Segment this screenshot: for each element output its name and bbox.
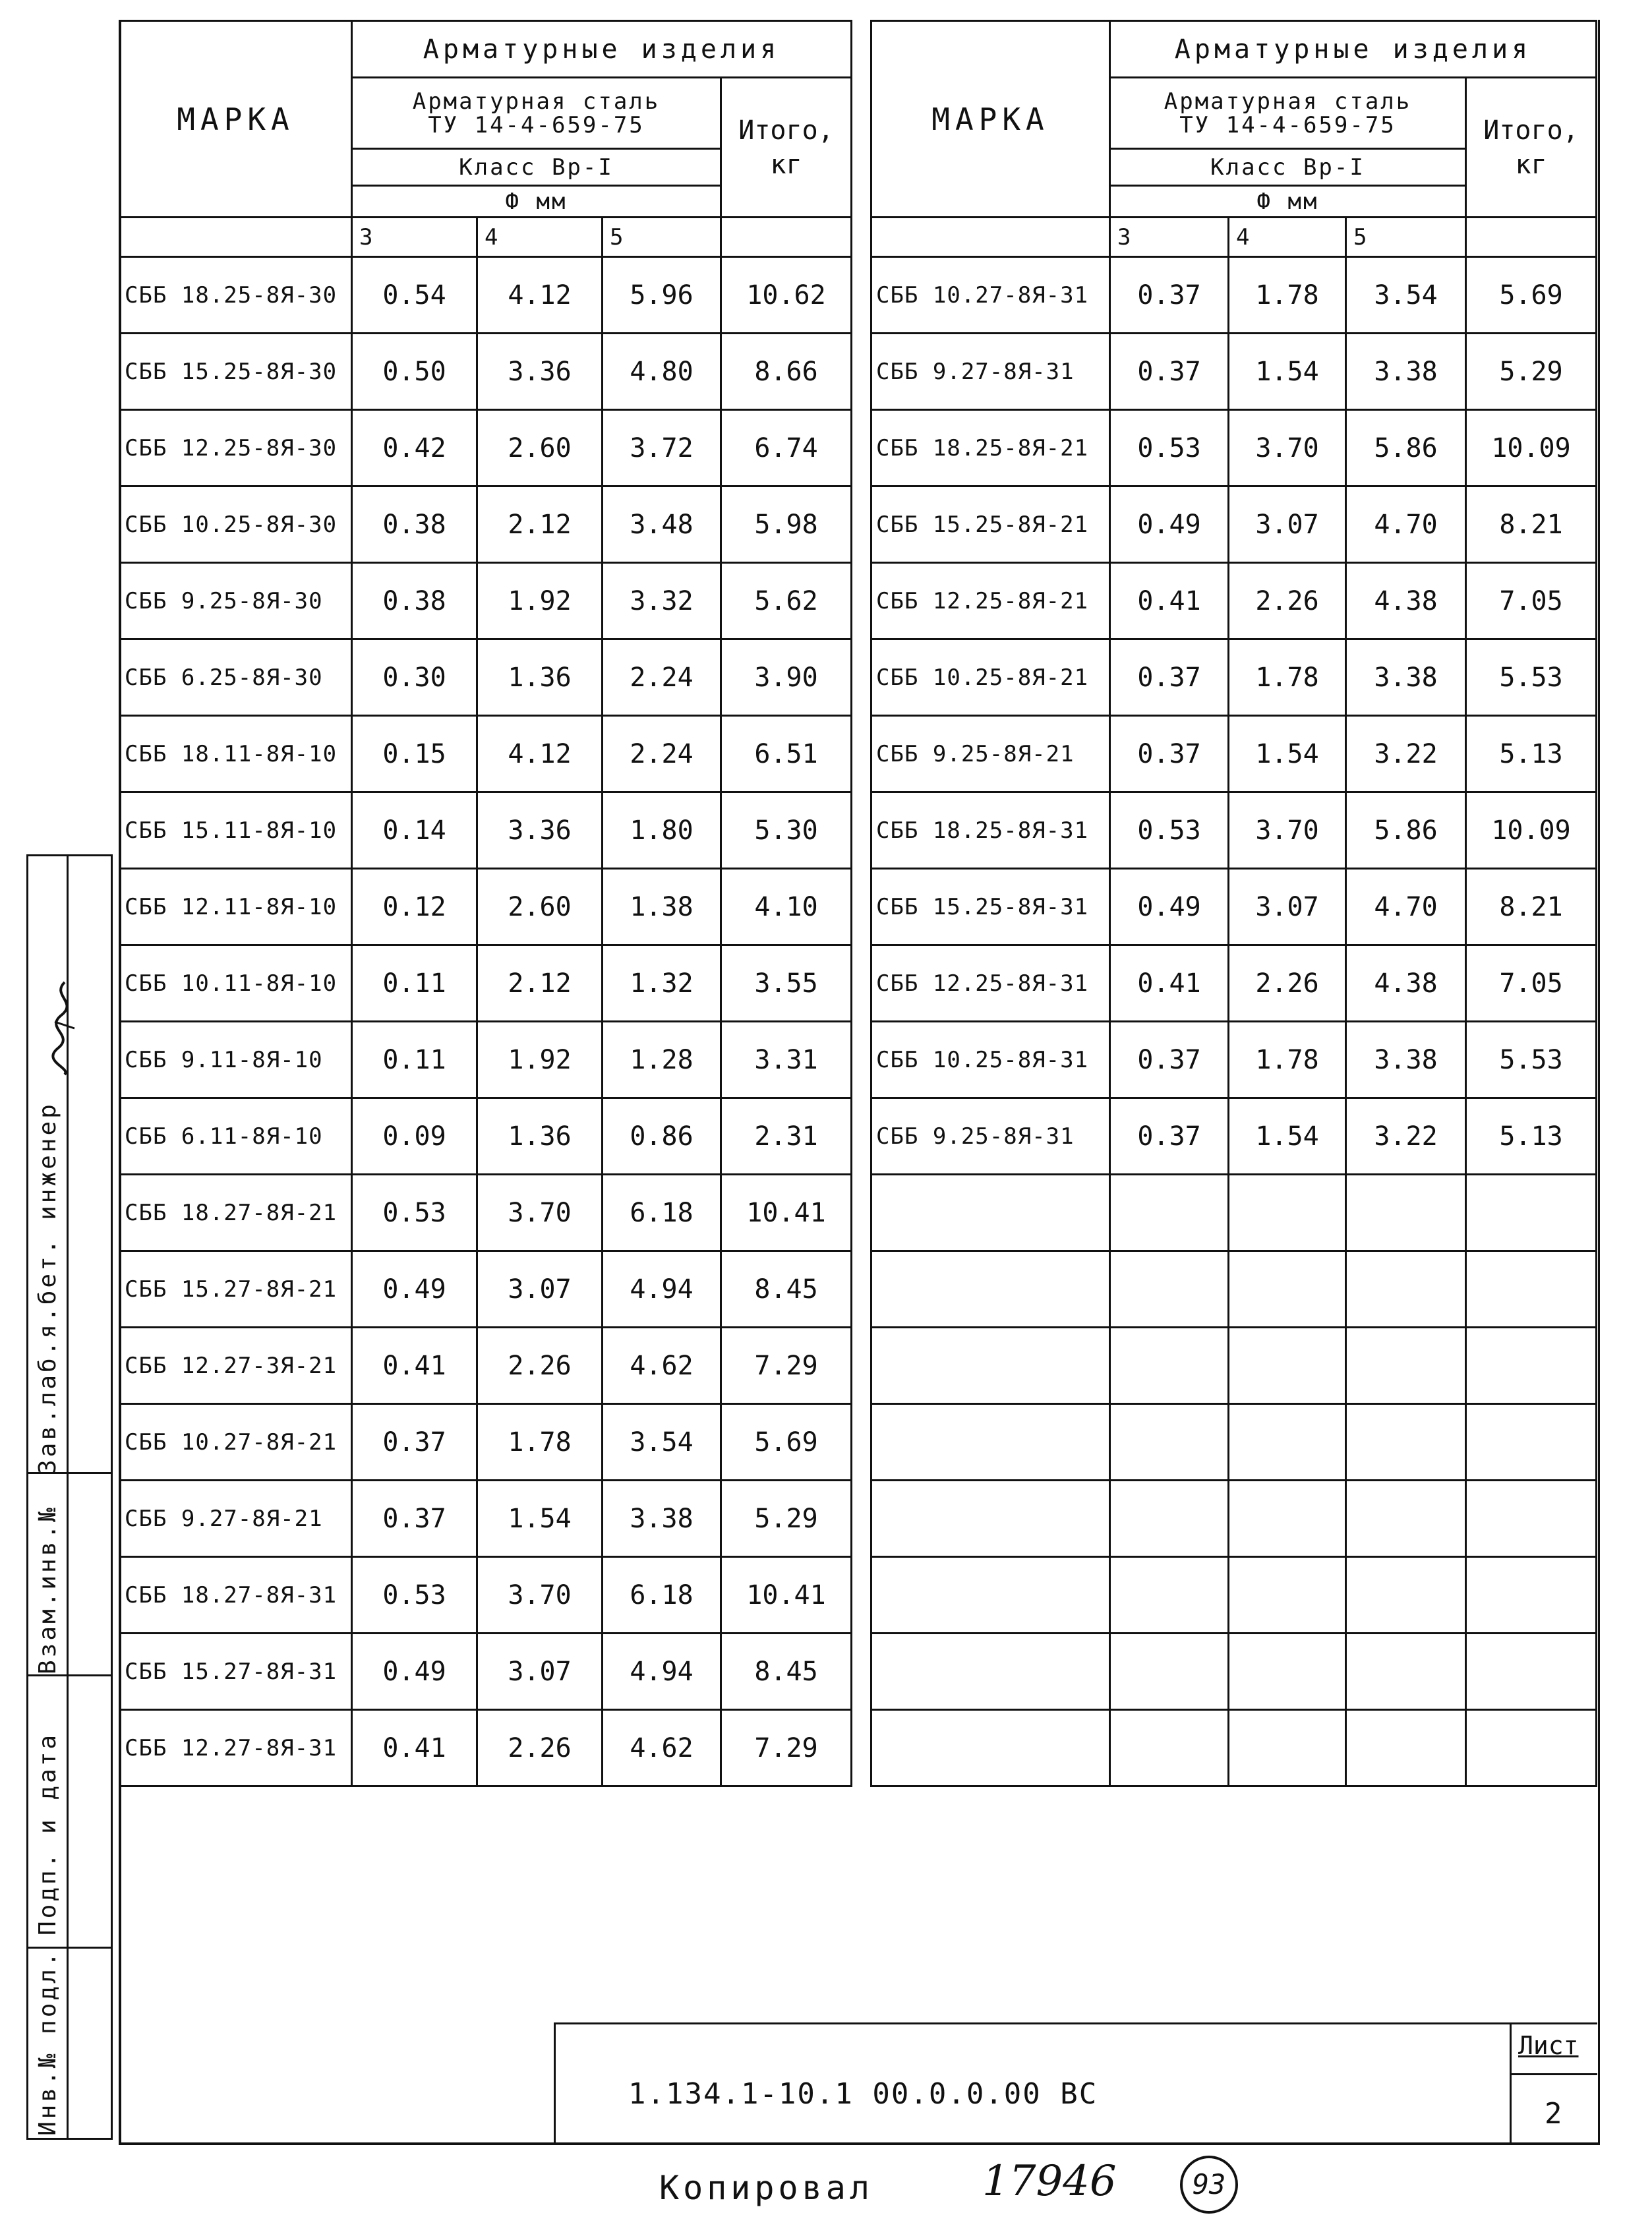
cell-d3: 0.14 <box>352 792 477 869</box>
header-steel-block <box>352 78 721 149</box>
header-steel-block-right <box>1110 78 1466 149</box>
cell-mark <box>871 1634 1110 1710</box>
cell-total <box>1466 1328 1597 1404</box>
cell-total: 3.90 <box>721 639 852 716</box>
cell-d5: 3.38 <box>1346 639 1466 716</box>
table-row <box>120 1557 852 1634</box>
cell-d5: 1.80 <box>603 792 721 869</box>
cell-d5: 3.54 <box>1346 257 1466 334</box>
cell-d3: 0.37 <box>352 1481 477 1557</box>
cell-total: 8.21 <box>1466 869 1597 945</box>
cell-mark <box>871 1175 1110 1251</box>
cell-mark: СББ 6.25-8Я-30 <box>120 639 352 716</box>
sidebar-cell-1b <box>67 854 113 1474</box>
cell-d5 <box>1346 1481 1466 1557</box>
table-row <box>871 1251 1597 1328</box>
cell-d3: 0.38 <box>352 486 477 563</box>
table-row <box>871 563 1597 639</box>
cell-d5 <box>1346 1251 1466 1328</box>
cell-total: 5.30 <box>721 792 852 869</box>
cell-d3 <box>1110 1404 1229 1481</box>
cell-d3: 0.49 <box>352 1251 477 1328</box>
cell-mark: СББ 18.27-8Я-31 <box>120 1557 352 1634</box>
cell-d5: 4.94 <box>603 1251 721 1328</box>
cell-d3 <box>1110 1557 1229 1634</box>
cell-d3: 0.37 <box>352 1404 477 1481</box>
cell-total: 7.05 <box>1466 945 1597 1022</box>
table-row <box>120 716 852 792</box>
cell-d3: 0.37 <box>1110 1022 1229 1098</box>
cell-d4: 3.70 <box>477 1175 603 1251</box>
header-class: Класс Вр-I <box>352 149 721 186</box>
cell-d5: 3.22 <box>1346 716 1466 792</box>
table-row <box>120 1098 852 1175</box>
header-marka-right: МАРКА <box>871 21 1110 218</box>
header-group: Арматурные изделия <box>352 21 852 78</box>
table-row <box>120 1710 852 1786</box>
cell-total: 10.62 <box>721 257 852 334</box>
header-d5: 5 <box>603 218 721 257</box>
cell-d4: 3.07 <box>1229 869 1346 945</box>
table-row <box>871 410 1597 486</box>
cell-d5: 4.38 <box>1346 563 1466 639</box>
cell-d5: 1.38 <box>603 869 721 945</box>
cell-d5 <box>1346 1710 1466 1786</box>
table-row <box>871 1404 1597 1481</box>
header-tu: ТУ 14-4-659-75 <box>428 111 645 138</box>
cell-d3: 0.49 <box>352 1634 477 1710</box>
cell-d5 <box>1346 1404 1466 1481</box>
table-row <box>120 563 852 639</box>
cell-mark: СББ 9.25-8Я-30 <box>120 563 352 639</box>
cell-d5 <box>1346 1328 1466 1404</box>
table-row <box>871 1175 1597 1251</box>
cell-total: 5.29 <box>1466 334 1597 410</box>
cell-d4 <box>1229 1557 1346 1634</box>
drawing-code: 1.134.1-10.1 00.0.0.00 ВС <box>628 2077 1098 2111</box>
cell-d4: 2.12 <box>477 945 603 1022</box>
cell-total: 10.41 <box>721 1557 852 1634</box>
sidebar-label-sign-date: Подп. и дата <box>34 1732 61 1935</box>
cell-d4 <box>1229 1481 1346 1557</box>
cell-d3: 0.12 <box>352 869 477 945</box>
header-marka: МАРКА <box>120 21 352 218</box>
table-row <box>871 1328 1597 1404</box>
cell-d3: 0.37 <box>1110 257 1229 334</box>
cell-mark: СББ 9.27-8Я-21 <box>120 1481 352 1557</box>
cell-mark: СББ 18.25-8Я-30 <box>120 257 352 334</box>
cell-mark: СББ 9.11-8Я-10 <box>120 1022 352 1098</box>
copied-label: Копировал <box>659 2169 873 2207</box>
cell-mark: СББ 9.25-8Я-31 <box>871 1098 1110 1175</box>
sidebar-label-replace: Взам.инв.№ <box>34 1505 61 1674</box>
table-row <box>871 639 1597 716</box>
cell-total: 5.13 <box>1466 1098 1597 1175</box>
cell-d3 <box>1110 1175 1229 1251</box>
cell-d4: 3.07 <box>477 1251 603 1328</box>
table-row <box>871 792 1597 869</box>
cell-mark: СББ 15.25-8Я-21 <box>871 486 1110 563</box>
cell-mark: СББ 18.27-8Я-21 <box>120 1175 352 1251</box>
cell-total: 5.98 <box>721 486 852 563</box>
cell-d4: 1.54 <box>1229 1098 1346 1175</box>
cell-total <box>1466 1175 1597 1251</box>
cell-total: 7.29 <box>721 1710 852 1786</box>
left-spec-table <box>119 20 852 1787</box>
cell-mark: СББ 10.27-8Я-21 <box>120 1404 352 1481</box>
cell-mark: СББ 12.11-8Я-10 <box>120 869 352 945</box>
header-d4-right: 4 <box>1229 218 1346 257</box>
cell-total: 5.29 <box>721 1481 852 1557</box>
cell-mark: СББ 12.25-8Я-31 <box>871 945 1110 1022</box>
cell-d4: 3.70 <box>1229 410 1346 486</box>
cell-d5: 3.38 <box>603 1481 721 1557</box>
table-row <box>871 334 1597 410</box>
cell-total <box>1466 1404 1597 1481</box>
table-row <box>120 1481 852 1557</box>
cell-d4: 1.78 <box>1229 639 1346 716</box>
sidebar-label-inv-orig: Инв.№ подл. <box>34 1949 61 2136</box>
table-row <box>120 1328 852 1404</box>
cell-d3: 0.11 <box>352 945 477 1022</box>
sheet-divider <box>1512 2073 1597 2075</box>
header-marka-spacer <box>120 218 352 257</box>
sidebar-cell-3b <box>67 1674 113 1949</box>
cell-mark: СББ 9.27-8Я-31 <box>871 334 1110 410</box>
cell-d4: 1.36 <box>477 639 603 716</box>
circled-number: 93 <box>1180 2156 1238 2214</box>
cell-d3: 0.49 <box>1110 869 1229 945</box>
table-row <box>120 1175 852 1251</box>
cell-total: 8.66 <box>721 334 852 410</box>
cell-d3: 0.41 <box>352 1710 477 1786</box>
cell-d3: 0.53 <box>352 1557 477 1634</box>
cell-d4 <box>1229 1251 1346 1328</box>
cell-d5: 5.86 <box>1346 792 1466 869</box>
cell-mark: СББ 10.25-8Я-30 <box>120 486 352 563</box>
cell-d5: 4.70 <box>1346 869 1466 945</box>
cell-d4: 3.07 <box>1229 486 1346 563</box>
cell-mark: СББ 12.27-8Я-31 <box>120 1710 352 1786</box>
cell-d4: 1.92 <box>477 1022 603 1098</box>
cell-d5: 4.94 <box>603 1634 721 1710</box>
table-row <box>120 945 852 1022</box>
cell-d4: 1.78 <box>477 1404 603 1481</box>
header-marka-spacer-right <box>871 218 1110 257</box>
cell-d5: 4.80 <box>603 334 721 410</box>
cell-d3: 0.53 <box>352 1175 477 1251</box>
cell-d3: 0.53 <box>1110 792 1229 869</box>
cell-d4: 3.70 <box>477 1557 603 1634</box>
header-total-spacer-right <box>1466 218 1597 257</box>
cell-d3: 0.41 <box>1110 563 1229 639</box>
cell-total: 5.13 <box>1466 716 1597 792</box>
cell-total <box>1466 1634 1597 1710</box>
header-d3-right: 3 <box>1110 218 1229 257</box>
sheet-label: Лист <box>1518 2031 1579 2060</box>
cell-d4: 3.36 <box>477 334 603 410</box>
cell-mark: СББ 10.27-8Я-31 <box>871 257 1110 334</box>
cell-d4: 2.26 <box>477 1710 603 1786</box>
cell-d4: 3.07 <box>477 1634 603 1710</box>
cell-mark <box>871 1404 1110 1481</box>
cell-d3: 0.37 <box>1110 639 1229 716</box>
cell-total: 5.62 <box>721 563 852 639</box>
cell-d4: 1.78 <box>1229 257 1346 334</box>
cell-d3: 0.37 <box>1110 334 1229 410</box>
title-block <box>554 2022 1597 2144</box>
cell-total <box>1466 1251 1597 1328</box>
cell-d4: 1.54 <box>477 1481 603 1557</box>
cell-total: 10.41 <box>721 1175 852 1251</box>
cell-mark: СББ 10.25-8Я-31 <box>871 1022 1110 1098</box>
cell-total: 7.29 <box>721 1328 852 1404</box>
cell-total: 5.69 <box>721 1404 852 1481</box>
cell-d5 <box>1346 1175 1466 1251</box>
cell-d5: 1.32 <box>603 945 721 1022</box>
cell-mark: СББ 15.25-8Я-31 <box>871 869 1110 945</box>
cell-d3: 0.41 <box>352 1328 477 1404</box>
cell-mark: СББ 10.25-8Я-21 <box>871 639 1110 716</box>
cell-mark: СББ 12.25-8Я-30 <box>120 410 352 486</box>
cell-d3: 0.50 <box>352 334 477 410</box>
cell-d4: 1.54 <box>1229 334 1346 410</box>
cell-d4: 2.60 <box>477 410 603 486</box>
sheet-box <box>1510 2024 1597 2144</box>
cell-d5: 1.28 <box>603 1022 721 1098</box>
cell-total <box>1466 1710 1597 1786</box>
sidebar-label-engineer: Зав.лаб.я.бет. инженер <box>34 1102 61 1474</box>
cell-d3: 0.37 <box>1110 1098 1229 1175</box>
cell-total: 10.09 <box>1466 410 1597 486</box>
table-row <box>871 1557 1597 1634</box>
header-steel-right: Арматурная сталь <box>1164 88 1412 115</box>
cell-mark: СББ 15.25-8Я-30 <box>120 334 352 410</box>
table-row <box>871 716 1597 792</box>
table-row <box>871 1481 1597 1557</box>
cell-d3: 0.09 <box>352 1098 477 1175</box>
cell-d4 <box>1229 1634 1346 1710</box>
cell-mark: СББ 18.25-8Я-21 <box>871 410 1110 486</box>
cell-d5: 5.96 <box>603 257 721 334</box>
cell-d5: 3.22 <box>1346 1098 1466 1175</box>
table-row <box>871 1098 1597 1175</box>
cell-mark <box>871 1557 1110 1634</box>
cell-d5: 3.72 <box>603 410 721 486</box>
header-total-right: Итого, кг <box>1466 78 1597 218</box>
cell-d3 <box>1110 1481 1229 1557</box>
cell-d5: 3.54 <box>603 1404 721 1481</box>
cell-d5: 6.18 <box>603 1175 721 1251</box>
table-row <box>120 1404 852 1481</box>
cell-total: 8.45 <box>721 1251 852 1328</box>
header-total: Итого, кг <box>721 78 852 218</box>
cell-d4: 2.26 <box>477 1328 603 1404</box>
header-tu-right: ТУ 14-4-659-75 <box>1179 111 1396 138</box>
table-row <box>871 869 1597 945</box>
table-row <box>120 869 852 945</box>
cell-mark <box>871 1251 1110 1328</box>
cell-mark: СББ 10.11-8Я-10 <box>120 945 352 1022</box>
cell-d5: 2.24 <box>603 716 721 792</box>
cell-d5: 2.24 <box>603 639 721 716</box>
cell-d5 <box>1346 1634 1466 1710</box>
cell-total <box>1466 1481 1597 1557</box>
table-row <box>120 1251 852 1328</box>
cell-d5: 3.32 <box>603 563 721 639</box>
table-row <box>871 1634 1597 1710</box>
cell-d4: 4.12 <box>477 716 603 792</box>
cell-mark: СББ 12.25-8Я-21 <box>871 563 1110 639</box>
cell-mark: СББ 15.11-8Я-10 <box>120 792 352 869</box>
table-row <box>120 792 852 869</box>
table-row <box>120 1634 852 1710</box>
cell-d5: 0.86 <box>603 1098 721 1175</box>
cell-total: 4.10 <box>721 869 852 945</box>
table-row <box>120 639 852 716</box>
cell-total: 6.74 <box>721 410 852 486</box>
table-row <box>120 257 852 334</box>
header-steel: Арматурная сталь <box>412 88 661 115</box>
cell-total: 8.21 <box>1466 486 1597 563</box>
cell-mark: СББ 12.27-3Я-21 <box>120 1328 352 1404</box>
cell-d5: 4.38 <box>1346 945 1466 1022</box>
cell-total: 5.53 <box>1466 1022 1597 1098</box>
header-class-right: Класс Вр-I <box>1110 149 1466 186</box>
cell-d3 <box>1110 1634 1229 1710</box>
cell-mark: СББ 15.27-8Я-21 <box>120 1251 352 1328</box>
table-row <box>120 1022 852 1098</box>
cell-mark <box>871 1481 1110 1557</box>
table-row <box>120 334 852 410</box>
table-row <box>871 257 1597 334</box>
cell-total: 8.45 <box>721 1634 852 1710</box>
right-spec-table <box>870 20 1597 1787</box>
header-diameter-right: Ф мм <box>1110 186 1466 218</box>
cell-total: 6.51 <box>721 716 852 792</box>
cell-d5: 4.62 <box>603 1328 721 1404</box>
cell-d3: 0.42 <box>352 410 477 486</box>
cell-total: 3.55 <box>721 945 852 1022</box>
cell-d3: 0.30 <box>352 639 477 716</box>
cell-d4: 3.36 <box>477 792 603 869</box>
cell-d3: 0.15 <box>352 716 477 792</box>
cell-d4 <box>1229 1328 1346 1404</box>
sidebar-cell-4b <box>67 1947 113 2140</box>
cell-mark <box>871 1710 1110 1786</box>
cell-d3: 0.53 <box>1110 410 1229 486</box>
header-diameter: Ф мм <box>352 186 721 218</box>
cell-d4: 1.54 <box>1229 716 1346 792</box>
header-d4: 4 <box>477 218 603 257</box>
table-row <box>120 410 852 486</box>
cell-d5: 5.86 <box>1346 410 1466 486</box>
sidebar-cell-2b <box>67 1472 113 1676</box>
header-total-spacer <box>721 218 852 257</box>
cell-d3: 0.11 <box>352 1022 477 1098</box>
cell-d3 <box>1110 1251 1229 1328</box>
header-d3: 3 <box>352 218 477 257</box>
cell-d3: 0.49 <box>1110 486 1229 563</box>
cell-d5: 3.38 <box>1346 334 1466 410</box>
cell-total: 2.31 <box>721 1098 852 1175</box>
header-d5-right: 5 <box>1346 218 1466 257</box>
cell-d4: 2.12 <box>477 486 603 563</box>
cell-mark: СББ 6.11-8Я-10 <box>120 1098 352 1175</box>
table-row <box>871 486 1597 563</box>
cell-d4: 4.12 <box>477 257 603 334</box>
cell-total: 7.05 <box>1466 563 1597 639</box>
cell-d3 <box>1110 1710 1229 1786</box>
cell-d4: 1.92 <box>477 563 603 639</box>
cell-d4 <box>1229 1175 1346 1251</box>
cell-d4 <box>1229 1710 1346 1786</box>
table-row <box>871 1022 1597 1098</box>
cell-d3: 0.54 <box>352 257 477 334</box>
cell-d3: 0.37 <box>1110 716 1229 792</box>
copy-number: 17946 <box>982 2157 1117 2206</box>
cell-mark: СББ 15.27-8Я-31 <box>120 1634 352 1710</box>
cell-d4 <box>1229 1404 1346 1481</box>
cell-mark: СББ 18.11-8Я-10 <box>120 716 352 792</box>
cell-total: 5.53 <box>1466 639 1597 716</box>
cell-total: 10.09 <box>1466 792 1597 869</box>
cell-d4: 2.26 <box>1229 563 1346 639</box>
table-row <box>871 1710 1597 1786</box>
cell-mark: СББ 9.25-8Я-21 <box>871 716 1110 792</box>
cell-d5: 4.62 <box>603 1710 721 1786</box>
cell-d4: 2.26 <box>1229 945 1346 1022</box>
cell-d4: 2.60 <box>477 869 603 945</box>
cell-mark <box>871 1328 1110 1404</box>
cell-d5 <box>1346 1557 1466 1634</box>
cell-total: 5.69 <box>1466 257 1597 334</box>
table-row <box>120 486 852 563</box>
cell-d5: 6.18 <box>603 1557 721 1634</box>
cell-total: 3.31 <box>721 1022 852 1098</box>
cell-d5: 3.48 <box>603 486 721 563</box>
cell-d3: 0.38 <box>352 563 477 639</box>
cell-total <box>1466 1557 1597 1634</box>
cell-d5: 4.70 <box>1346 486 1466 563</box>
sheet-number: 2 <box>1545 2097 1562 2131</box>
cell-d4: 1.78 <box>1229 1022 1346 1098</box>
cell-d4: 1.36 <box>477 1098 603 1175</box>
header-group-right: Арматурные изделия <box>1110 21 1597 78</box>
cell-d3 <box>1110 1328 1229 1404</box>
signature-icon <box>45 976 84 1081</box>
cell-d3: 0.41 <box>1110 945 1229 1022</box>
cell-mark: СББ 18.25-8Я-31 <box>871 792 1110 869</box>
cell-d5: 3.38 <box>1346 1022 1466 1098</box>
cell-d4: 3.70 <box>1229 792 1346 869</box>
table-row <box>871 945 1597 1022</box>
